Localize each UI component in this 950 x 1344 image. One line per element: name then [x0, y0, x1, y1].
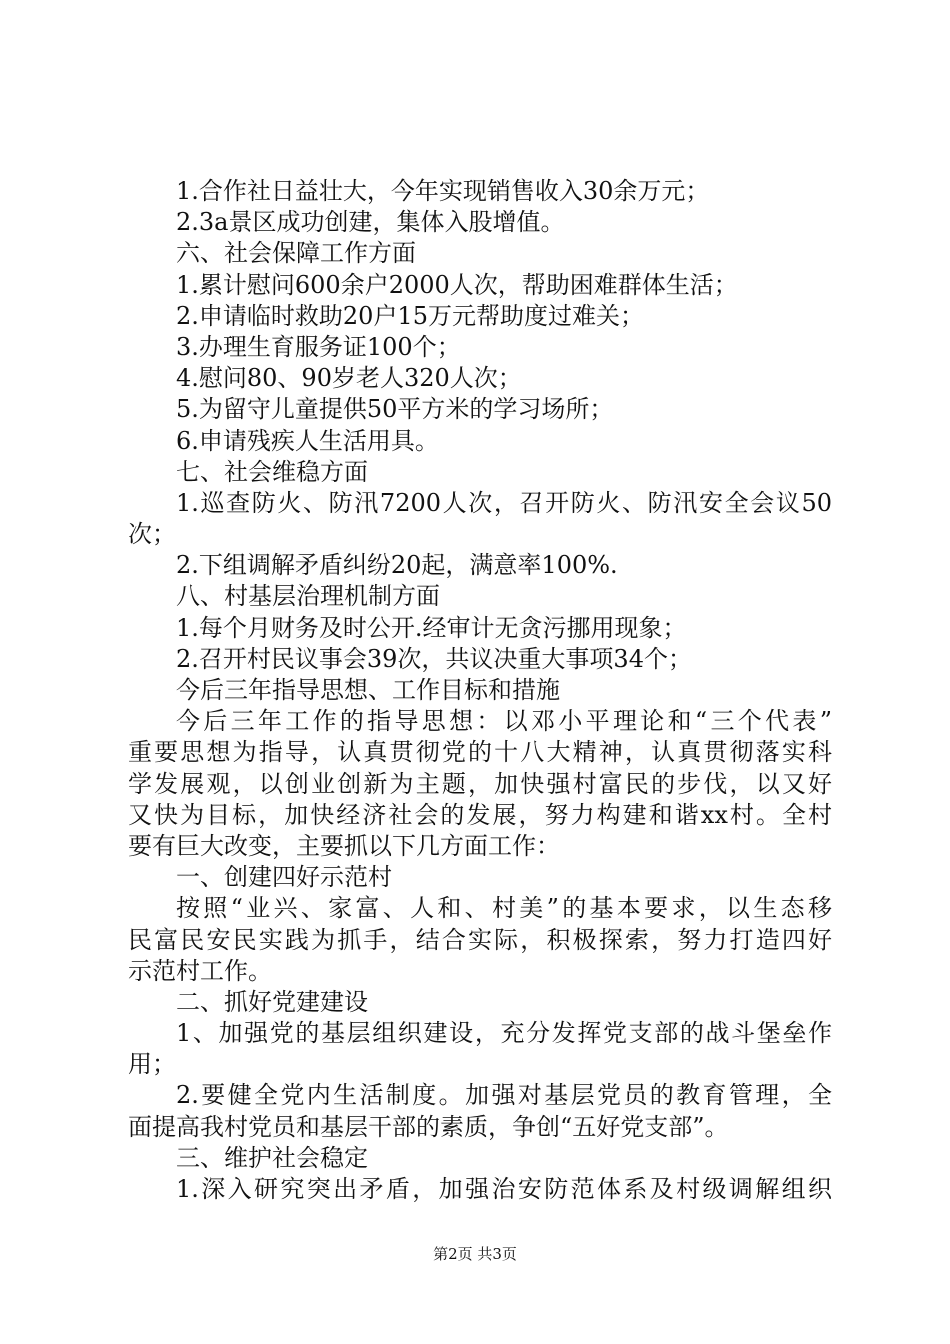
text-line: 1、加强党的基层组织建设，充分发挥党支部的战斗堡垒作: [176, 1019, 832, 1048]
text-line: 今后三年指导思想、工作目标和措施: [176, 676, 560, 704]
text-line: 1.合作社日益壮大，今年实现销售收入30余万元；: [176, 177, 710, 205]
text-line: 2.3a景区成功创建，集体入股增值。: [176, 208, 565, 237]
text-line: 六、社会保障工作方面: [176, 239, 416, 268]
page-footer: 第2页 共3页: [433, 1245, 517, 1263]
text-line: 学发展观，以创业创新为主题，加快强村富民的步伐，以又好: [128, 769, 832, 798]
text-line: 1.深入研究突出矛盾，加强治安防范体系及村级调解组织: [176, 1175, 832, 1203]
text-line: 1.每个月财务及时公开.经审计无贪污挪用现象；: [176, 613, 687, 642]
text-line: 1.巡查防火、防汛7200人次，召开防火、防汛安全会议50: [176, 488, 832, 517]
text-line: 示范村工作。: [128, 956, 272, 985]
text-line: 用；: [128, 1050, 176, 1079]
text-line: 民富民安民实践为抓手，结合实际，积极探索，努力打造四好: [128, 925, 832, 954]
text-line: 6.申请残疾人生活用具。: [176, 426, 439, 455]
text-line: 1.累计慰问600余户2000人次，帮助困难群体生活；: [176, 270, 738, 299]
text-line: 八、村基层治理机制方面: [176, 582, 440, 611]
text-line: 面提高我村党员和基层干部的素质，争创“五好党支部”。: [128, 1112, 729, 1141]
text-line: 3.办理生育服务证100个；: [176, 332, 461, 361]
text-line: 2.要健全党内生活制度。加强对基层党员的教育管理，全: [176, 1081, 832, 1110]
text-line: 二、抓好党建建设: [176, 987, 368, 1016]
text-line: 2.申请临时救助20户15万元帮助度过难关；: [176, 301, 644, 330]
text-line: 5.为留守儿童提供50平方米的学习场所；: [176, 395, 614, 424]
text-line: 七、社会维稳方面: [176, 457, 368, 486]
text-line: 又快为目标，加快经济社会的发展，努力构建和谐xx村。全村: [128, 800, 832, 829]
text-line: 次；: [128, 520, 176, 549]
text-line: 重要思想为指导，认真贯彻党的十八大精神，认真贯彻落实科: [128, 738, 832, 767]
document-body: [128, 176, 832, 1205]
text-line: 4.慰问80、90岁老人320人次；: [176, 364, 522, 393]
text-line: 2.召开村民议事会39次，共议决重大事项34个；: [176, 644, 692, 673]
text-line: 三、维护社会稳定: [176, 1143, 368, 1172]
text-line: 要有巨大改变，主要抓以下几方面工作：: [128, 831, 560, 860]
text-line: 按照“业兴、家富、人和、村美”的基本要求，以生态移: [176, 894, 832, 923]
text-line: 2.下组调解矛盾纠纷20起，满意率100%.: [176, 551, 618, 580]
text-line: 今后三年工作的指导思想：以邓小平理论和“三个代表”: [176, 707, 832, 736]
text-line: 一、创建四好示范村: [176, 863, 392, 892]
